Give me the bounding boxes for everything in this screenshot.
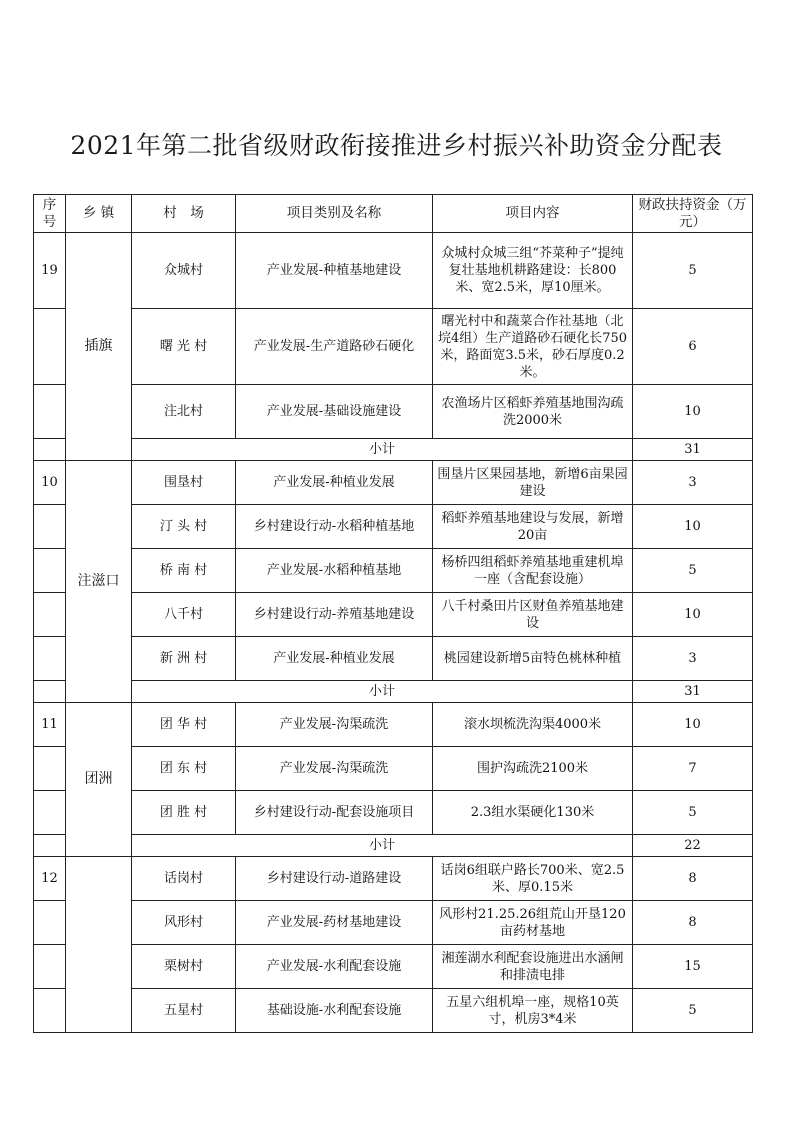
category-cell: 产业发展-沟渠疏洗 — [236, 703, 433, 747]
table-row — [34, 703, 753, 747]
village-cell: 注北村 — [132, 385, 236, 439]
village-cell: 风形村 — [132, 901, 236, 945]
subtotal-amount: 31 — [633, 439, 753, 461]
content-cell: 围垦片区果园基地，新增6亩果园建设 — [433, 461, 633, 505]
seq-cell — [34, 439, 66, 461]
village-cell: 五星村 — [132, 989, 236, 1033]
amount-cell: 8 — [633, 901, 753, 945]
seq-cell — [34, 901, 66, 945]
amount-cell: 5 — [633, 989, 753, 1033]
subtotal-label: 小计 — [132, 681, 633, 703]
amount-cell: 5 — [633, 233, 753, 309]
seq-cell: 19 — [34, 233, 66, 309]
content-cell: 话岗6组联户路长700米、宽2.5米、厚0.15米 — [433, 857, 633, 901]
category-cell: 乡村建设行动-配套设施项目 — [236, 791, 433, 835]
village-cell: 团 东 村 — [132, 747, 236, 791]
subtotal-row — [34, 439, 753, 461]
town-cell: 团洲 — [66, 703, 132, 857]
seq-cell — [34, 681, 66, 703]
category-cell: 产业发展-种植业发展 — [236, 461, 433, 505]
table-row — [34, 791, 753, 835]
table-row — [34, 857, 753, 901]
seq-cell — [34, 791, 66, 835]
town-cell: 插旗 — [66, 233, 132, 461]
content-cell: 众城村众城三组“芥菜种子”提纯复壮基地机耕路建设：长800米、宽2.5米，厚10厘米。 — [433, 233, 633, 309]
table-row — [34, 461, 753, 505]
village-cell: 围垦村 — [132, 461, 236, 505]
village-cell: 话岗村 — [132, 857, 236, 901]
town-cell: 注滋口 — [66, 461, 132, 703]
seq-cell — [34, 835, 66, 857]
header-content: 项目内容 — [433, 195, 633, 233]
content-cell: 风形村21.25.26组荒山开垦120亩药材基地 — [433, 901, 633, 945]
seq-cell: 12 — [34, 857, 66, 901]
table-row — [34, 233, 753, 309]
seq-cell — [34, 989, 66, 1033]
header-category: 项目类别及名称 — [236, 195, 433, 233]
amount-cell: 10 — [633, 593, 753, 637]
village-cell: 栗树村 — [132, 945, 236, 989]
category-cell: 产业发展-生产道路砂石硬化 — [236, 309, 433, 385]
amount-cell: 5 — [633, 791, 753, 835]
seq-cell — [34, 385, 66, 439]
amount-cell: 10 — [633, 385, 753, 439]
content-cell: 湘莲湖水利配套设施进出水涵闸和排渍电排 — [433, 945, 633, 989]
amount-cell: 10 — [633, 505, 753, 549]
category-cell: 产业发展-药材基地建设 — [236, 901, 433, 945]
amount-cell: 7 — [633, 747, 753, 791]
table-row — [34, 309, 753, 385]
village-cell: 新 洲 村 — [132, 637, 236, 681]
table-row — [34, 945, 753, 989]
seq-cell — [34, 593, 66, 637]
page-title: 2021年第二批省级财政衔接推进乡村振兴补助资金分配表 — [70, 131, 723, 160]
village-cell: 桥 南 村 — [132, 549, 236, 593]
content-cell: 杨桥四组稻虾养殖基地重建机埠一座（含配套设施） — [433, 549, 633, 593]
seq-cell — [34, 505, 66, 549]
content-cell: 围护沟疏洗2100米 — [433, 747, 633, 791]
content-cell: 滚水坝梳洗沟渠4000米 — [433, 703, 633, 747]
amount-cell: 10 — [633, 703, 753, 747]
village-cell: 众城村 — [132, 233, 236, 309]
subtotal-amount: 22 — [633, 835, 753, 857]
amount-cell: 15 — [633, 945, 753, 989]
category-cell: 产业发展-基础设施建设 — [236, 385, 433, 439]
seq-cell — [34, 747, 66, 791]
table-row — [34, 385, 753, 439]
table-row — [34, 637, 753, 681]
seq-cell — [34, 945, 66, 989]
content-cell: 八千村桑田片区财鱼养殖基地建设 — [433, 593, 633, 637]
subtotal-amount: 31 — [633, 681, 753, 703]
subtotal-row — [34, 681, 753, 703]
subtotal-row — [34, 835, 753, 857]
seq-cell — [34, 637, 66, 681]
category-cell: 产业发展-水稻种植基地 — [236, 549, 433, 593]
amount-cell: 6 — [633, 309, 753, 385]
seq-cell — [34, 549, 66, 593]
town-cell — [66, 857, 132, 1033]
category-cell: 基础设施-水利配套设施 — [236, 989, 433, 1033]
amount-cell: 3 — [633, 637, 753, 681]
category-cell: 产业发展-种植业发展 — [236, 637, 433, 681]
seq-cell — [34, 309, 66, 385]
category-cell: 乡村建设行动-养殖基地建设 — [236, 593, 433, 637]
content-cell: 曙光村中和蔬菜合作社基地（北垸4组）生产道路砂石硬化长750米，路面宽3.5米，砂石厚度0.2米。 — [433, 309, 633, 385]
content-cell: 桃园建设新增5亩特色桃林种植 — [433, 637, 633, 681]
category-cell: 产业发展-沟渠疏洗 — [236, 747, 433, 791]
amount-cell: 5 — [633, 549, 753, 593]
table-row — [34, 505, 753, 549]
village-cell: 曙 光 村 — [132, 309, 236, 385]
category-cell: 产业发展-种植基地建设 — [236, 233, 433, 309]
subtotal-label: 小计 — [132, 835, 633, 857]
amount-cell: 8 — [633, 857, 753, 901]
village-cell: 汀 头 村 — [132, 505, 236, 549]
table-row — [34, 593, 753, 637]
header-seq: 序号 — [34, 195, 66, 233]
amount-cell: 3 — [633, 461, 753, 505]
village-cell: 团 华 村 — [132, 703, 236, 747]
header-amount: 财政扶持资金（万元） — [633, 195, 753, 233]
village-cell: 团 胜 村 — [132, 791, 236, 835]
content-cell: 农渔场片区稻虾养殖基地围沟疏洗2000米 — [433, 385, 633, 439]
category-cell: 乡村建设行动-道路建设 — [236, 857, 433, 901]
content-cell: 五星六组机埠一座，规格10英寸，机房3*4米 — [433, 989, 633, 1033]
village-cell: 八千村 — [132, 593, 236, 637]
seq-cell: 11 — [34, 703, 66, 747]
table-row — [34, 989, 753, 1033]
content-cell: 稻虾养殖基地建设与发展，新增20亩 — [433, 505, 633, 549]
category-cell: 产业发展-水利配套设施 — [236, 945, 433, 989]
table-row — [34, 549, 753, 593]
subtotal-label: 小计 — [132, 439, 633, 461]
header-town: 乡 镇 — [66, 195, 132, 233]
table-row — [34, 747, 753, 791]
header-village: 村 场 — [132, 195, 236, 233]
category-cell: 乡村建设行动-水稻种植基地 — [236, 505, 433, 549]
table-row — [34, 901, 753, 945]
allocation-table — [33, 194, 753, 1033]
header-row — [34, 195, 753, 233]
seq-cell: 10 — [34, 461, 66, 505]
content-cell: 2.3组水渠硬化130米 — [433, 791, 633, 835]
